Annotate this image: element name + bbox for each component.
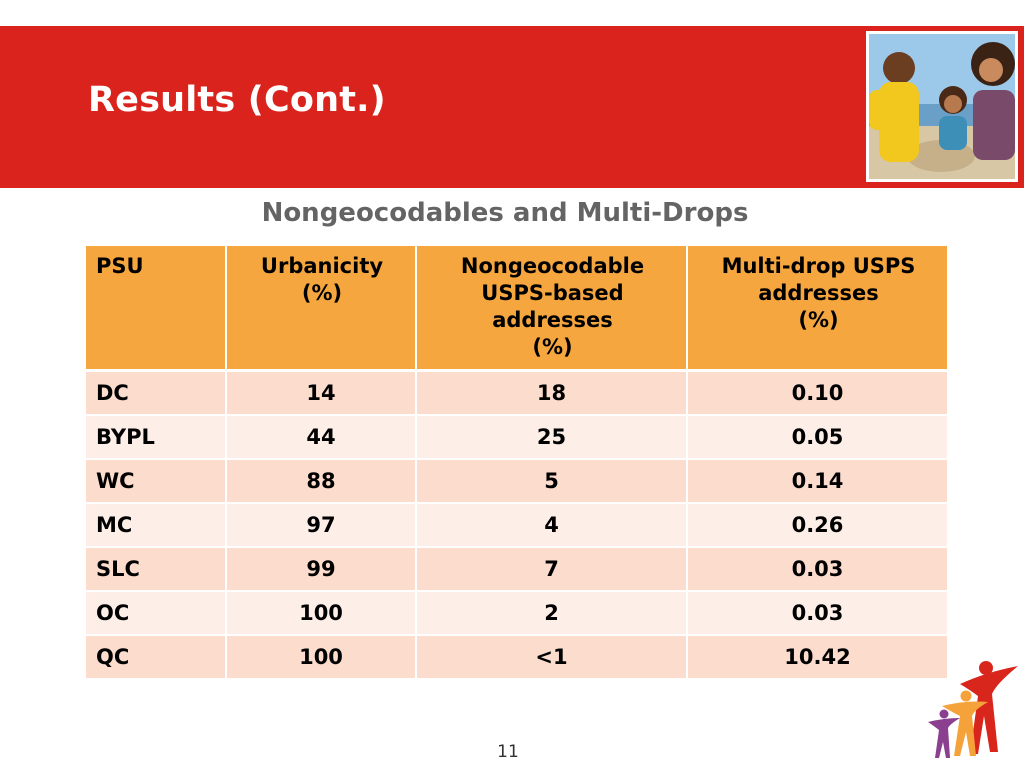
cell-psu: WC	[86, 459, 226, 503]
table-row	[86, 459, 947, 503]
cell-nongeocodable: 2	[416, 591, 687, 635]
cell-nongeocodable: 18	[416, 371, 687, 416]
slide-subtitle: Nongeocodables and Multi-Drops	[261, 198, 749, 228]
header-line: Multi-drop USPS	[721, 254, 916, 278]
table-row	[86, 591, 947, 635]
header-nongeocodable	[416, 246, 687, 371]
cell-urbanicity: 88	[226, 459, 416, 503]
cell-psu: OC	[86, 591, 226, 635]
table-row	[86, 503, 947, 547]
cell-urbanicity: 99	[226, 547, 416, 591]
cell-multi-drop: 0.26	[687, 503, 947, 547]
header-line: addresses	[492, 308, 613, 332]
cell-nongeocodable: 7	[416, 547, 687, 591]
table-body	[86, 371, 947, 680]
cell-psu: DC	[86, 371, 226, 416]
cell-nongeocodable: 4	[416, 503, 687, 547]
family-beach-photo-icon	[869, 34, 1015, 179]
header-line: Nongeocodable	[460, 254, 645, 278]
cell-multi-drop: 0.05	[687, 415, 947, 459]
table-row	[86, 635, 947, 679]
page-number: 11	[497, 742, 519, 762]
table-header-row	[86, 246, 947, 371]
table-row	[86, 547, 947, 591]
family-beach-photo	[866, 31, 1018, 182]
header-line: Urbanicity	[260, 254, 384, 278]
cell-psu: MC	[86, 503, 226, 547]
cell-multi-drop: 0.03	[687, 591, 947, 635]
cell-urbanicity: 100	[226, 635, 416, 679]
table-row	[86, 371, 947, 416]
cell-urbanicity: 44	[226, 415, 416, 459]
cell-nongeocodable: <1	[416, 635, 687, 679]
cell-nongeocodable: 25	[416, 415, 687, 459]
header-multi-drop	[687, 246, 947, 371]
cell-psu: SLC	[86, 547, 226, 591]
header-psu	[86, 246, 226, 371]
cell-psu: BYPL	[86, 415, 226, 459]
cell-urbanicity: 97	[226, 503, 416, 547]
header-line: (%)	[532, 335, 573, 359]
cell-multi-drop: 0.03	[687, 547, 947, 591]
results-table	[86, 246, 947, 680]
header-line: PSU	[96, 254, 144, 278]
cell-nongeocodable: 5	[416, 459, 687, 503]
cell-urbanicity: 100	[226, 591, 416, 635]
cell-psu: QC	[86, 635, 226, 679]
cell-urbanicity: 14	[226, 371, 416, 416]
header-line: addresses	[758, 281, 879, 305]
slide-title: Results (Cont.)	[88, 80, 386, 120]
family-figures-logo-icon	[926, 656, 1022, 762]
cell-multi-drop: 10.42	[687, 635, 947, 679]
header-urbanicity	[226, 246, 416, 371]
table-row	[86, 415, 947, 459]
header-line: (%)	[301, 281, 343, 305]
cell-multi-drop: 0.14	[687, 459, 947, 503]
header-line: (%)	[798, 308, 839, 332]
cell-multi-drop: 0.10	[687, 371, 947, 416]
header-line: USPS-based	[481, 281, 624, 305]
